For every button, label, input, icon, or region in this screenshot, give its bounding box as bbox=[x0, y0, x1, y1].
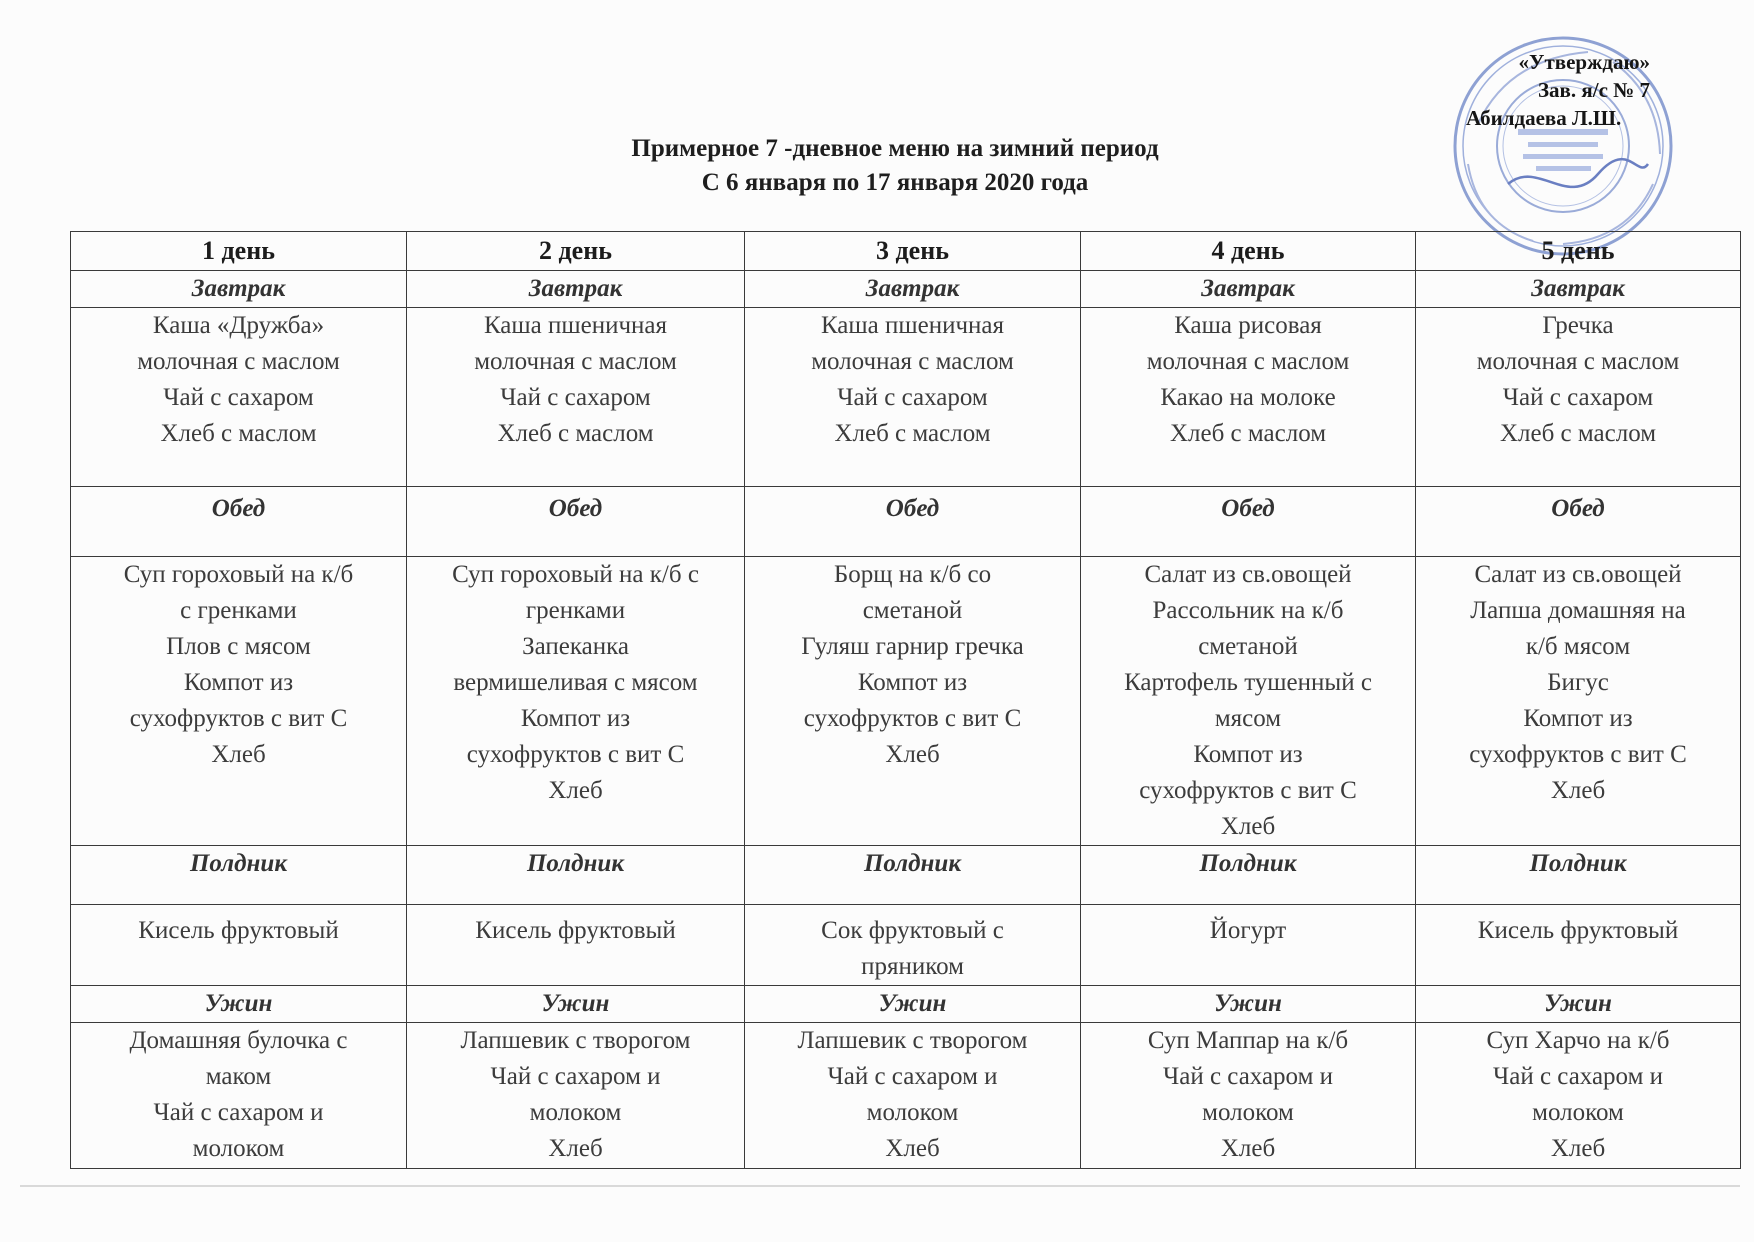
dish-line: молочная с маслом bbox=[1476, 348, 1680, 375]
dish-line: вермишеливая с мясом bbox=[453, 669, 698, 696]
dish-line: молоком bbox=[192, 1135, 285, 1162]
lunch-cell bbox=[1081, 557, 1416, 846]
breakfast-cell bbox=[745, 308, 1081, 487]
dish-line: Компот из bbox=[857, 669, 968, 696]
breakfast-cell bbox=[71, 308, 407, 487]
dish-line: Чай с сахаром bbox=[163, 384, 314, 411]
dish-line: сухофруктов с вит С bbox=[466, 741, 685, 768]
page-title: Примерное 7 -дневное меню на зимний период bbox=[631, 135, 1159, 162]
meal-label-lunch: Обед bbox=[1416, 487, 1741, 557]
dish-line: Суп гороховый на к/б bbox=[123, 561, 354, 588]
dish-line: Компот из bbox=[1193, 741, 1303, 768]
dish-line: Каша пшеничная bbox=[820, 312, 1005, 339]
page-period: С 6 января по 17 января 2020 года bbox=[701, 169, 1089, 196]
meal-label-dinner: Ужин bbox=[1416, 986, 1741, 1023]
dish-line: Картофель тушенный с bbox=[1124, 669, 1372, 696]
dish-line: молочная с маслом bbox=[137, 348, 340, 375]
dish-line: Лапшевик с творогом bbox=[460, 1027, 691, 1054]
meal-label-dinner: Ужин bbox=[745, 986, 1081, 1023]
dish-line: Салат из св.овощей bbox=[1474, 561, 1682, 588]
dish-line: Какао на молоке bbox=[1160, 384, 1336, 411]
dish-line: молоком bbox=[529, 1099, 622, 1126]
scan-edge-divider bbox=[20, 1185, 1740, 1187]
lunch-row bbox=[71, 557, 1741, 846]
dish-line: сухофруктов с вит С bbox=[803, 705, 1022, 732]
lunch-cell bbox=[407, 557, 745, 846]
breakfast-cell bbox=[1081, 308, 1416, 487]
dish-line: Гречка bbox=[1542, 312, 1614, 339]
dinner-cell bbox=[407, 1023, 745, 1169]
dish-line: Каша рисовая bbox=[1174, 312, 1322, 339]
day-header-5: 5 день bbox=[1416, 232, 1741, 271]
dish-line: Хлеб bbox=[1550, 1135, 1606, 1162]
menu-table bbox=[70, 231, 1741, 1169]
dish-line: молочная с маслом bbox=[1146, 348, 1350, 375]
meal-label-breakfast: Завтрак bbox=[745, 271, 1081, 308]
approval-line-2: Зав. я/с № 7 bbox=[1537, 78, 1650, 102]
dish-line: Хлеб с маслом bbox=[160, 420, 317, 447]
meal-label-breakfast: Завтрак bbox=[407, 271, 745, 308]
dish-line: Хлеб bbox=[1220, 1135, 1276, 1162]
meal-label-snack: Полдник bbox=[1416, 846, 1741, 905]
lunch-cell bbox=[1416, 557, 1741, 846]
dish-line: Бигус bbox=[1547, 669, 1609, 696]
snack-row bbox=[71, 905, 1741, 986]
dish-line: Лапшевик с творогом bbox=[797, 1027, 1028, 1054]
dish-line: Кисель фруктовый bbox=[475, 917, 676, 944]
dish-line: с гренками bbox=[180, 597, 297, 624]
dish-line: гренками bbox=[525, 597, 626, 624]
dinner-cell bbox=[1416, 1023, 1741, 1169]
meal-label-dinner: Ужин bbox=[407, 986, 745, 1023]
lunch-label-row bbox=[71, 487, 1741, 557]
dish-line: Сок фруктовый с bbox=[821, 917, 1004, 944]
breakfast-cell bbox=[407, 308, 745, 487]
dish-line: Хлеб с маслом bbox=[834, 420, 991, 447]
dish-line: Хлеб bbox=[1550, 777, 1606, 804]
dish-line: молоком bbox=[1202, 1099, 1294, 1126]
dish-line: к/б мясом bbox=[1525, 633, 1631, 660]
dish-line: Суп Маппар на к/б bbox=[1147, 1027, 1349, 1054]
meal-label-breakfast: Завтрак bbox=[1416, 271, 1741, 308]
dish-line: Чай с сахаром и bbox=[1162, 1063, 1334, 1090]
dish-line: сухофруктов с вит С bbox=[1139, 777, 1357, 804]
dish-line: Чай с сахаром bbox=[500, 384, 651, 411]
day-header-2: 2 день bbox=[407, 232, 745, 271]
lunch-cell bbox=[745, 557, 1081, 846]
approval-line-3: Абилдаева Л.Ш. bbox=[1466, 106, 1622, 130]
dish-line: сметаной bbox=[862, 597, 963, 624]
day-header-1: 1 день bbox=[71, 232, 407, 271]
meal-label-breakfast: Завтрак bbox=[1081, 271, 1416, 308]
dinner-cell bbox=[71, 1023, 407, 1169]
dinner-cell bbox=[745, 1023, 1081, 1169]
dish-line: Компот из bbox=[183, 669, 294, 696]
dish-line: Хлеб bbox=[885, 1135, 940, 1162]
dish-line: Чай с сахаром и bbox=[490, 1063, 661, 1090]
meal-label-snack: Полдник bbox=[745, 846, 1081, 905]
dish-line: Хлеб bbox=[1220, 813, 1276, 840]
snack-cell bbox=[1416, 905, 1741, 986]
dish-line: Борщ на к/б со bbox=[833, 561, 992, 588]
dish-line: Салат из св.овощей bbox=[1144, 561, 1352, 588]
dish-line: Чай с сахаром и bbox=[1492, 1063, 1664, 1090]
dish-line: Хлеб bbox=[548, 1135, 603, 1162]
dish-line: Кисель фруктовый bbox=[1477, 917, 1679, 944]
meal-label-lunch: Обед bbox=[71, 487, 407, 557]
meal-label-breakfast: Завтрак bbox=[71, 271, 407, 308]
dish-line: сухофруктов с вит С bbox=[1469, 741, 1687, 768]
days-header-row bbox=[71, 232, 1741, 271]
meal-label-dinner: Ужин bbox=[71, 986, 407, 1023]
meal-label-lunch: Обед bbox=[1081, 487, 1416, 557]
dish-line: Домашняя булочка с bbox=[129, 1027, 348, 1054]
dish-line: Кисель фруктовый bbox=[138, 917, 339, 944]
dish-line: маком bbox=[205, 1063, 272, 1090]
dish-line: Хлеб с маслом bbox=[1499, 420, 1657, 447]
dish-line: Чай с сахаром bbox=[1502, 384, 1654, 411]
dish-line: молочная с маслом bbox=[474, 348, 677, 375]
dish-line: Лапша домашняя на bbox=[1470, 597, 1686, 624]
dish-line: мясом bbox=[1214, 705, 1282, 732]
dish-line: Запеканка bbox=[522, 633, 629, 660]
dinner-label-row bbox=[71, 986, 1741, 1023]
dish-line: Чай с сахаром bbox=[837, 384, 988, 411]
breakfast-cell bbox=[1416, 308, 1741, 487]
dinner-row bbox=[71, 1023, 1741, 1169]
meal-label-lunch: Обед bbox=[407, 487, 745, 557]
dish-line: Рассольник на к/б bbox=[1152, 597, 1344, 624]
dish-line: Хлеб с маслом bbox=[1169, 420, 1327, 447]
dish-line: Хлеб bbox=[548, 777, 603, 804]
day-header-4: 4 день bbox=[1081, 232, 1416, 271]
dish-line: Хлеб с маслом bbox=[497, 420, 654, 447]
meal-label-snack: Полдник bbox=[407, 846, 745, 905]
dish-line: Плов с мясом bbox=[166, 633, 311, 660]
snack-cell bbox=[1081, 905, 1416, 986]
dish-line: Хлеб bbox=[885, 741, 940, 768]
dish-line: молоком bbox=[1532, 1099, 1624, 1126]
day-header-3: 3 день bbox=[745, 232, 1081, 271]
dish-line: Каша пшеничная bbox=[483, 312, 668, 339]
dish-line: Суп Харчо на к/б bbox=[1486, 1027, 1670, 1054]
dish-line: сухофруктов с вит С bbox=[129, 705, 348, 732]
meal-label-lunch: Обед bbox=[745, 487, 1081, 557]
dish-line: пряником bbox=[861, 953, 964, 980]
dish-line: Чай с сахаром и bbox=[153, 1099, 324, 1126]
dish-line: Чай с сахаром и bbox=[827, 1063, 998, 1090]
snack-cell bbox=[71, 905, 407, 986]
dish-line: молочная с маслом bbox=[811, 348, 1014, 375]
approval-line-1: «Утверждаю» bbox=[1518, 50, 1650, 74]
breakfast-row bbox=[71, 308, 1741, 487]
dish-line: Йогурт bbox=[1209, 917, 1287, 944]
dish-line: Хлеб bbox=[211, 741, 266, 768]
snack-label-row bbox=[71, 846, 1741, 905]
dinner-cell bbox=[1081, 1023, 1416, 1169]
dish-line: Суп гороховый на к/б с bbox=[452, 561, 699, 588]
dish-line: Компот из bbox=[520, 705, 631, 732]
snack-cell bbox=[407, 905, 745, 986]
meal-label-snack: Полдник bbox=[71, 846, 407, 905]
dish-line: Компот из bbox=[1523, 705, 1633, 732]
dish-line: Гуляш гарнир гречка bbox=[801, 633, 1024, 660]
dish-line: Каша «Дружба» bbox=[152, 312, 325, 339]
meal-label-dinner: Ужин bbox=[1081, 986, 1416, 1023]
dish-line: сметаной bbox=[1198, 633, 1298, 660]
snack-cell bbox=[745, 905, 1081, 986]
lunch-cell bbox=[71, 557, 407, 846]
approval-block bbox=[1440, 48, 1650, 132]
breakfast-label-row bbox=[71, 271, 1741, 308]
meal-label-snack: Полдник bbox=[1081, 846, 1416, 905]
dish-line: молоком bbox=[866, 1099, 959, 1126]
